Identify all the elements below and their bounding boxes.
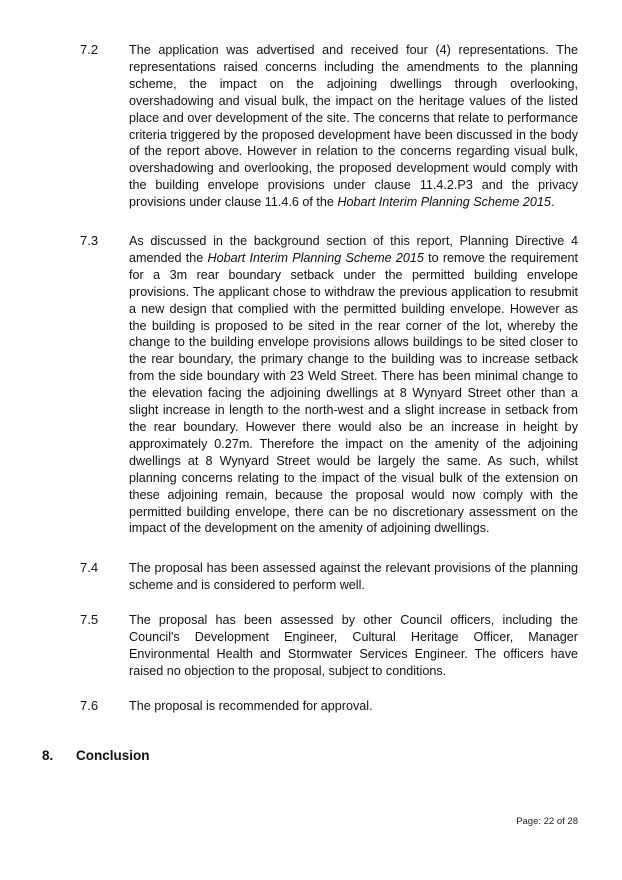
section-number: 8.	[42, 748, 54, 763]
paragraph-number: 7.5	[80, 612, 99, 627]
paragraph-number: 7.4	[80, 560, 99, 575]
paragraph-text: The application was advertised and received four (4) representations. The representations raised concerns including the amendments to the planning scheme, the impact on the adjoining dwellings through overlooking, overshadowing and visual bulk, the impact on the heritage values of the listed place and over development of the site. The concerns that relate to performance criteria triggered by the proposed development have been discussed in the body of the report above. However in relation to the concerns regarding visual bulk, overshadowing and overlooking, the proposed development would comply with the building envelope provisions under clause 11.4.2.P3 and the privacy provisions under clause 11.4.6 of the Hobart Interim Planning Scheme 2015.	[129, 43, 578, 210]
paragraph-text: The proposal is recommended for approval.	[129, 699, 373, 713]
paragraph-number: 7.2	[80, 42, 99, 57]
section-title: Conclusion	[76, 748, 150, 763]
paragraph-text: The proposal has been assessed by other Council officers, including the Council's Development Engineer, Cultural Heritage Officer, Manager Environmental Health and Stormwater Services Engineer. The officers have raised no objection to the proposal, subject to conditions.	[129, 613, 578, 678]
paragraph-number: 7.6	[80, 698, 99, 713]
paragraph-text: As discussed in the background section of this report, Planning Directive 4 amended the Hobart Interim Planning Scheme 2015 to remove the requirement for a 3m rear boundary setback under the permitted building envelope provisions. The applicant chose to withdraw the previous application to resubmit a new design that complied with the permitted building envelope. However as the building is proposed to be sited in the rear corner of the lot, whereby the change to the building envelope provisions allows buildings to be sited closer to the rear boundary, the primary change to the building was to increase setback from the side boundary with 23 Weld Street. There has been minimal change to the elevation facing the adjoining dwellings at 8 Wynyard Street other than a slight increase in length to the north-west and a slight increase in setback from the rear boundary. However there would also be an increase in height by approximately 0.27m. Therefore the impact on the amenity of the adjoining dwellings at 8 Wynyard Street would be largely the same. As such, whilst planning concerns relating to the impact of the visual bulk of the extension on these adjoining remain, because the proposal would now comply with the permitted building envelope, there can be no discretionary assessment on the impact of the development on the amenity of adjoining dwellings.	[129, 234, 578, 536]
paragraph-text: The proposal has been assessed against the relevant provisions of the planning scheme and is considered to perform well.	[129, 561, 578, 592]
paragraph-number: 7.3	[80, 233, 99, 248]
page-number: Page: 22 of 28	[516, 816, 578, 827]
